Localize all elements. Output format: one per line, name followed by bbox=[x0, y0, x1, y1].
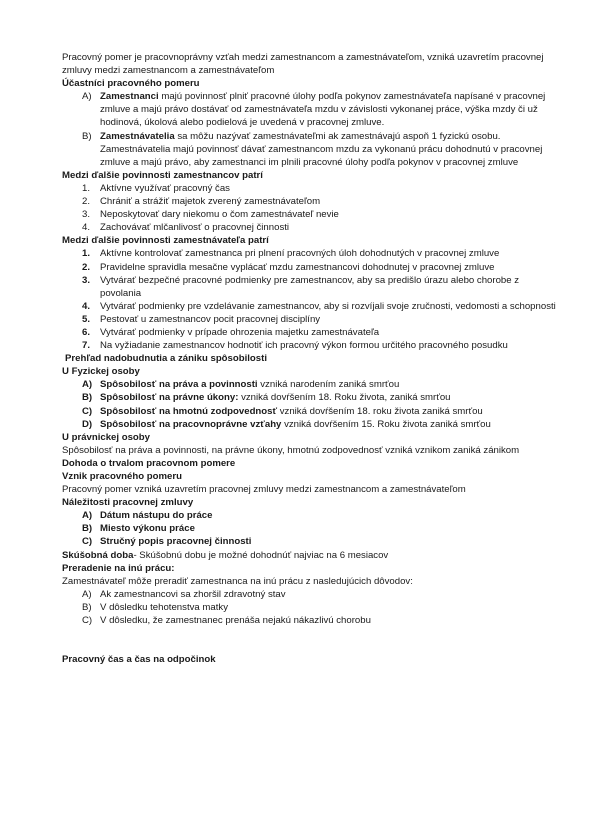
employee-duties-heading: Medzi ďalšie povinnosti zamestnancov patrí bbox=[62, 169, 263, 181]
probation-label: Skúšobná doba bbox=[62, 549, 134, 561]
list-item: 4. Zachovávať mlčanlivosť o pracovnej činnosti bbox=[82, 222, 290, 234]
list-item: 3. Vytvárať bezpečné pracovné podmienky pre zamestnancov, aby sa predišlo úrazu alebo chorobe z povolania bbox=[82, 274, 520, 299]
intro-paragraph: Pracovný pomer je pracovnoprávny vzťah medzi zamestnancom a zamestnávateľom, vzniká uzavretím pracovnej zmluvy medzi zamestnancom a zamestnávateľom bbox=[62, 52, 544, 77]
list-item: 6. Vytvárať podmienky v prípade ohrozenia majetku zamestnávateľa bbox=[82, 326, 380, 338]
participants-heading: Účastníci pracovného pomeru bbox=[62, 78, 200, 90]
list-item: D) Spôsobilosť na pracovnoprávne vzťahy vzniká dovŕšením 15. Roku života zaniká smrťou bbox=[82, 418, 491, 430]
contract-heading: Náležitosti pracovnej zmluvy bbox=[62, 497, 194, 509]
list-item: 2. Pravidelne spravidla mesačne vyplácať mzdu zamestnancovi dohodnutej v pracovnej zmluve bbox=[82, 261, 495, 273]
probation-text: - Skúšobnú dobu je možné dohodnúť najviac na 6 mesiacov bbox=[133, 549, 389, 561]
list-item: B) Spôsobilosť na právne úkony: vzniká dovŕšením 18. Roku života, zaniká smrťou bbox=[82, 392, 451, 404]
list-item: 7. Na vyžiadanie zamestnancov hodnotiť ich pracovný výkon formou určitého pracovného posudku bbox=[82, 340, 508, 352]
list-item: B) Zamestnávatelia sa môžu nazývať zamestnávateľmi ak zamestnávajú aspoň 1 fyzickú osobu. Zamestnávatelia majú povinnosť dávať zamestnancom mzdu za vykonanú prácu dohodnutú v pracovnej zmluve a majú právo, aby zamestnanci im plnili pracovné úlohy podľa pokynov v pracovnej zmluve bbox=[82, 130, 543, 168]
list-item: 1. Aktívne využívať pracovný čas bbox=[82, 182, 230, 194]
list-item: C) Stručný popis pracovnej činnosti bbox=[82, 536, 252, 548]
transfer-heading: Preradenie na inú prácu: bbox=[62, 562, 175, 574]
list-item: 4. Vytvárať podmienky pre vzdelávanie zamestnancov, aby si rozvíjali svoje zručnosti, vedomosti a schopnosti bbox=[82, 300, 556, 312]
agreement-heading: Dohoda o trvalom pracovnom pomere bbox=[62, 457, 236, 469]
list-item: 1. Aktívne kontrolovať zamestnanca pri plnení pracovných úloh dohodnutých v pracovnej zmluve bbox=[82, 248, 500, 260]
list-item: A) Ak zamestnancovi sa zhoršil zdravotný stav bbox=[82, 588, 286, 600]
capacity-heading: Prehľad nadobudnutia a zániku spôsobilosti bbox=[65, 353, 267, 365]
document-body bbox=[62, 51, 562, 666]
list-item: 2. Chrániť a strážiť majetok zverený zamestnávateľom bbox=[82, 196, 321, 208]
list-item: C) V dôsledku, že zamestnanec prenáša nejakú nákazlivú chorobu bbox=[82, 615, 371, 627]
origin-text: Pracovný pomer vzniká uzavretím pracovnej zmluvy medzi zamestnancom a zamestnávateľom bbox=[62, 484, 466, 496]
probation-line bbox=[62, 549, 562, 562]
origin-heading: Vznik pracovného pomeru bbox=[62, 471, 182, 482]
list-item: B) Miesto výkonu práce bbox=[82, 523, 195, 535]
list-item: A) Zamestnanci majú povinnosť plniť pracovné úlohy podľa pokynov zamestnávateľa napísané v pracovnej zmluve a majú právo dostávať od zamestnávateľa mzdu v závislosti vykonanej práce, výška mzdy či už hodinová, úkolová alebo podielová je uvedená v pracovnej zmluve. bbox=[82, 91, 546, 129]
footer-heading: Pracovný čas a čas na odpočinok bbox=[62, 654, 216, 666]
list-item: B) V dôsledku tehotenstva matky bbox=[82, 601, 228, 613]
list-item: 5. Pestovať u zamestnancov pocit pracovnej disciplíny bbox=[82, 313, 321, 325]
list-item: A) Spôsobilosť na práva a povinnosti vzniká narodením zaniká smrťou bbox=[82, 379, 400, 391]
physical-person-heading: U Fyzickej osoby bbox=[62, 366, 140, 378]
legal-person-text: Spôsobilosť na práva a povinnosti, na právne úkony, hmotnú zodpovednosť vzniká vznikom zaniká zánikom bbox=[62, 444, 520, 456]
legal-person-heading: U právnickej osoby bbox=[62, 431, 150, 443]
list-item: 3. Neposkytovať dary niekomu o čom zamestnávateľ nevie bbox=[82, 209, 339, 221]
list-item: C) Spôsobilosť na hmotnú zodpovednosť vzniká dovŕšením 18. roku života zaniká smrťou bbox=[82, 405, 483, 417]
spacer bbox=[62, 627, 562, 653]
transfer-intro: Zamestnávateľ môže preradiť zamestnanca na inú prácu z nasledujúcich dôvodov: bbox=[62, 575, 413, 587]
employer-duties-heading: Medzi ďalšie povinnosti zamestnávateľa patrí bbox=[62, 235, 269, 247]
list-item: A) Dátum nástupu do práce bbox=[82, 510, 213, 522]
